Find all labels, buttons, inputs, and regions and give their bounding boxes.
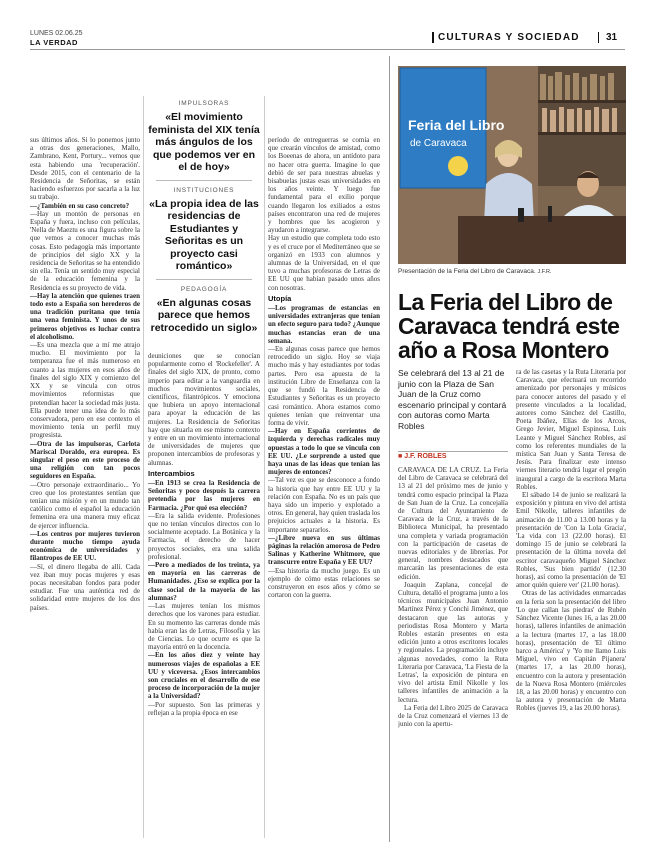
question: —En los años diez y veinte hay numerosos viajes de españolas a EE UU y viceversa. ¿Esos intercambios son cruciales en el desarrollo de ese proceso de incorporación de la mujer a la Universidad?	[148, 651, 260, 701]
column-rule	[143, 96, 144, 838]
pull-quote: «En algunas cosas parece que hemos retrocedido un siglo»	[150, 296, 258, 334]
question: —Pero a mediados de los treinta, ya en mayoría en las carreras de Humanidades. ¿Eso se explica por la clase social de la mayoría de las alumnas?	[148, 561, 260, 602]
paragraph: Hay un estudio que completa todo esto y es el cruce por el Mediterráneo que se organizó en 1933 con alumnos y alumnas de la Universidad, en el que tuvo a muchas profesoras de Letras de EE UU que habían pasado unos años con nosotras.	[268, 234, 380, 292]
paragraph: Joaquín Zaplana, concejal de Cultura, detalló el programa junto a los técnicos municipales Juan Antonio Martínez Pérez y Conchi Jiménez, que destacaron que las autoras y periodistas Rosa Montero y Marta Robles estarán presentes en esta edición junto a otros escritores locales y regionales. La programación incluye algunas novedades, como la Ruta Literaria por Caravaca, 'La Fiesta de la Letras', la exposición de pintura en vivo del artista Emil Nikolle y los talleres infantiles de animación a la lectura.	[398, 580, 508, 704]
question: —Los programas de estancias en universidades extranjeras que tenían un efecto seguro para todo? ¿Aunque muchas estancias eran de una semana.	[268, 304, 380, 345]
paragraph: período de entreguerras se comía en que crearán vínculos de amistad, como los Boeenas de ahora, un antídoto para no hacer otra guerra. Imagine lo que debió de ser para nuestras abuelas y bisabuelas justas esas universidades en los años veinte. Y luego fue fundamental para el exilio porque cuando llegaron los exiliados a estos países encontraron una red de mujeres y hombres que les acogieron y ayudaron a integrarse.	[268, 136, 380, 235]
article-column-b	[516, 368, 626, 844]
paragraph: —Esa historia da mucho juego. Es un ejemplo de cómo estas relaciones se construyeron en esos años y cómo se cortaron con la guerra.	[268, 566, 380, 600]
banner-subtitle: de Caravaca	[410, 138, 467, 149]
question: —¿También en su caso concreto?	[30, 201, 130, 210]
byline-mark-icon: ■	[398, 453, 403, 460]
quotes-sidebar	[148, 94, 260, 334]
question: —Otra de las impulsoras, Carlota Mariscal Doraldo, era europea. Es singular el peso en este proceso de una religión con tan pocos seguidores en España.	[30, 439, 140, 481]
issue-date: LUNES 02.06.25	[30, 30, 83, 37]
paragraph: —Hay un montón de personas en España y fuera, incluso con películas, 'Nella de Maeztu es una figura sobre la que vemos a conocer muchas más cosas. Esto pedagogía más importante de principios del siglo XX y la residencia de Señoritas se ha entendido sin ella. Tenía un sentido muy especial de la educación femenina y la Residencia es su proyecto de vida.	[30, 209, 140, 292]
paragraph: —Es una mezcla que a mí me atrajo mucho. El movimiento por la temperanza fue el más numeroso en cuanto a las mujeres en esos años de finales del siglo XIX y comienzo del XX y se vincula con otros movimientos reformistas que pretendían hacer la sociedad más justa. Ella puede tener una idea de lo más conservadora, pero en ese contexto el movimiento tenía un perfil muy progresista.	[30, 341, 140, 440]
paragraph: CARAVACA DE LA CRUZ. La Feria del Libro de Caravaca se celebrará del 13 al 21 del próximo mes de junio y tendrá como espacio principal la Plaza de San Juan de la Cruz. La concejalía de Cultura del Ayuntamiento de Caravaca de la Cruz, a través de la Biblioteca Municipal, ha presentado una completa y variada programación con la participación de casetas de nuevas editoriales y de librerías. Por general, nombres destacados que marcarán las presentaciones de esta edición.	[398, 466, 508, 581]
question: —Hay la atención que quienes traen todo esto a España son herederos de una tradición puritana que tenía una vena feminista. Y unos de sus primeros objetivos es luchar contra el alcoholismo.	[30, 291, 140, 341]
photo-illustration	[398, 66, 626, 264]
paragraph: La Feria del Libro 2025 de Caravaca de la Cruz comenzará el viernes 13 de junio con la apertu-	[398, 703, 508, 729]
caption-credit: J.F.R.	[537, 269, 552, 275]
quote-divider	[156, 180, 252, 181]
paragraph: ra de las casetas y la Ruta Literaria por Caravaca, que efectuará un recorrido amenizado por personajes y músicos para conocer autores del pasado y el presente vinculados a la localidad, autores como Sánchez del Castillo, Poeta Ibáñez, Elías de los Arcos, Grego Jevier, Miguel Espinosa, Luis Leante y Miguel Sánchez Robles, así como los referentes mundiales de la mística San Juan y Santa Teresa de Jesús. Para finalizar este intenso viernes literario tendrá lugar el pregón inaugural a cargo de la escritora Marta Robles.	[516, 368, 626, 491]
quote-label: INSTITUCIONES	[173, 186, 235, 194]
paragraph: sus últimos años. Si lo ponemos junto a otras dos generaciones, Mallo, Zambrano, Kent, Portury... vemos que esta habiendo una 'recuperación'. Desde 2015, con el centenario de la Residencia de Señoritas, se están haciendo esfuerzos por sacarla a la luz su trabajo.	[30, 136, 140, 202]
section-divider	[432, 32, 434, 43]
interview-column-2	[148, 352, 260, 844]
page-number: 31	[606, 32, 618, 43]
banner-title: Feria del Libro	[408, 117, 505, 133]
section-title: CULTURAS Y SOCIEDAD	[438, 32, 580, 43]
question: —¿Libre nueva en sus últimas páginas la relación amorosa de Pedro Salinas y Katherine Whitmore, que transcurre entre España y EE UU?	[268, 533, 380, 567]
event-photo	[398, 66, 626, 264]
photo-caption	[398, 268, 552, 275]
paragraph: —Por supuesto. Son las primeras y reflejan a la propia época en ese	[148, 700, 260, 717]
paragraph: —En algunas cosas parece que hemos retrocedido un siglo. Hoy se viaja mucho más y hay estudiantes por todas partes. Pero esa apuesta de la institución Libre de Enseñanza con la que se fundó la Residencia de Estudiantes y Señoritas es un proyecto casi romántico. Ahora estamos como quienes tenían que reinventar una forma de vivir.	[268, 345, 380, 427]
question: —En 1913 se crea la Residencia de Señoritas y poco después la carrera pretendía por las mujeres en Farmacia. ¿Por qué esa elección?	[148, 479, 260, 512]
column-rule	[264, 96, 265, 838]
page-divider	[598, 32, 599, 43]
paragraph: —Sí, el dinero llegaba de allí. Cada vez iban muy pocas mujeres y esas pocas necesitaban fondos para poder estudiar. Fue una auténtica red de solidaridad entre mujeres de los dos países.	[30, 562, 140, 612]
question: —Hay en España corrientes de izquierda y derechas radicales muy opuestas a todo lo que se vincula con EE UU. ¿Le sorprende a usted que haya unas de las ideas que tenían las mujeres de entonces?	[268, 427, 380, 477]
paragraph: Otras de las actividades enmarcadas en la feria son la presentación del libro 'Lo que callan las piedras' de Rubén Sánchez Vicente (lunes 16, a las 20.00 horas), talleres infantiles de animación a la lectura (martes 17, a las 18.00 horas), presentación de 'El último barco a América' y 'Yo me llamo Luis Miguel, vivo en Capitán Pijanera' (martes 17, a las 20.00 horas), encuentro con la autora y presentación de la Nueva Rosa Montero (miércoles 18, a las 20.00 horas) y encuentro con la autora y presentación de Marta Robles (jueves 19, a las 20.00 horas).	[516, 589, 626, 713]
question: —Los centros por mujeres tuvieron durante mucho tiempo ayuda económica de universidades y filantropos de EE UU.	[30, 529, 140, 563]
caption-text: Presentación de la Feria del Libro de Caravaca.	[398, 268, 536, 275]
paragraph: deuniciones que se conocían popularmente como el 'Rockefeller'. A finales del siglo XIX, de pronto, como imperio para editar a la vanguardia en muchos movimientos sociales, científicos, filantrópicos. Y emociona que hubiera un apoyo internacional para apoyar la educación de las mujeres. La Residencia de Señoritas hay que situarla en ese mismo contexto y entre en un movimiento internacional de universidades de mujeres que proponen intercambios de profesoras y alumnas.	[148, 352, 260, 467]
paragraph: —Las mujeres tenían los mismos derechos que los varones para estudiar. En su momento las carreras donde más había eran las de Letras, Filosofía y las de Ciencias. Lo que ocurre es que la mayoría entró en la docencia.	[148, 602, 260, 652]
article-column-a	[398, 466, 508, 844]
paragraph: —Tal vez es que se desconoce a fondo la historia que hay entre EE UU y la relación con España. No es un país que haya sido un imperio y explotado a otros. En general, hay quien traslada los prejuicios actuales a la historia. Es importante separarlos.	[268, 476, 380, 534]
article-byline	[398, 453, 447, 460]
header-rule	[30, 49, 625, 50]
paper-name: LA VERDAD	[30, 38, 78, 47]
quote-label: IMPULSORAS	[178, 100, 230, 107]
subheading: Utopía	[268, 293, 292, 303]
section-rule	[389, 56, 390, 842]
byline-author: J.F. ROBLES	[404, 453, 447, 460]
quote-divider	[156, 279, 252, 280]
masthead	[30, 29, 83, 47]
interview-column-3	[268, 136, 380, 844]
pull-quote: «El movimiento feminista del XIX tenía más ángulos de los que podemos ver en el de hoy»	[148, 111, 260, 173]
paragraph: —Era la salida evidente. Profesiones que no tenían vínculos directos con lo socialmente aceptado. La Botánica y la Farmacia, el derecho de hacer proyectos sociales, era una salida profesional.	[148, 511, 260, 561]
interview-column-1	[30, 136, 140, 844]
quote-label: PEDAGOGÍA	[180, 285, 228, 293]
paragraph: —Otro personaje extraordinario... Yo creo que los protestantes sentían que tenían una misión y en un mundo tan católico como el español la educación femenina era una manera muy eficaz de ejercer influencia.	[30, 480, 140, 530]
paragraph: El sábado 14 de junio se realizará la exposición y pintura en vivo del artista Emil Nikolle, talleres infantiles de animación de 11.00 a 13.00 horas y la presentación de 'Con la Lola Gracia', 'La vida con 13 (22.00 horas). El domingo 15 de junio se celebrará la presentación de la última novela del escritor caravaqueño Miguel Sánchez Robles, 'Sus bien partido' (12.30 horas), así como la presentación de 'El amor quién quiere ver' (21.00 horas).	[516, 491, 626, 590]
pull-quote: «La propia idea de las residencias de Estudiantes y Señoritas es un proyecto casi romántico»	[149, 197, 259, 272]
subheading: Intercambios	[148, 468, 195, 478]
byline-rule	[398, 451, 508, 452]
article-lead: Se celebrará del 13 al 21 de junio con la Plaza de San Juan de la Cruz como escenario principal y contará con autoras como Marta Robles	[398, 368, 507, 431]
article-headline: La Feria del Libro de Caravaca tendrá este año a Rosa Montero	[398, 289, 620, 363]
